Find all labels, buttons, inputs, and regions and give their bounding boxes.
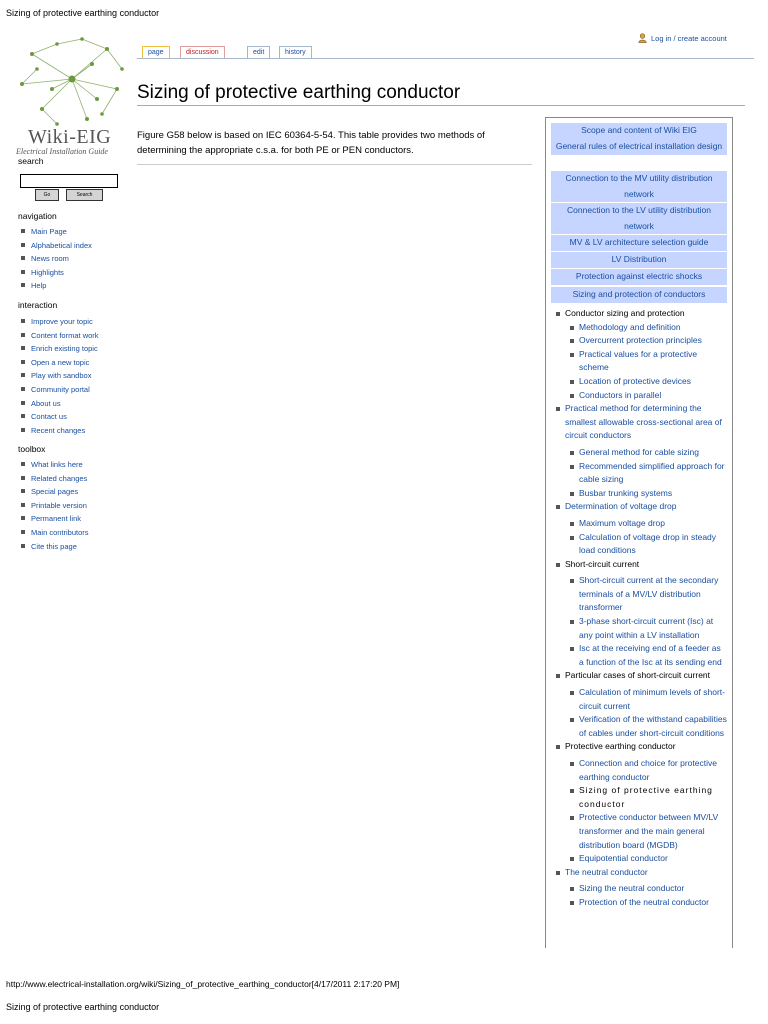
toc-current-page: Sizing of protective earthing conductor (551, 784, 727, 811)
bullet-icon (21, 243, 25, 247)
logo-wordmark: Wiki-EIG (28, 126, 112, 148)
tab-edit[interactable]: edit (247, 46, 270, 58)
toc-link[interactable]: Protective conductor between MV/LV transformer and the main general distribution board (MGDB) (551, 811, 727, 852)
toc-link[interactable]: Recommended simplified approach for cable sizing (551, 460, 727, 487)
toc-category[interactable]: Connection to the MV utility distribution network (551, 171, 727, 202)
navigation-heading: navigation (18, 211, 57, 221)
network-graph-icon (12, 34, 130, 126)
toc-link[interactable]: Sizing the neutral conductor (551, 882, 727, 896)
bullet-icon (21, 401, 25, 405)
search-heading: search (18, 156, 44, 166)
nav-link-help[interactable]: Help (21, 279, 92, 293)
toc-category[interactable]: Connection to the LV utility distribution network (551, 203, 727, 234)
toc-category[interactable]: Scope and content of Wiki EIG (551, 123, 727, 139)
bullet-icon (21, 270, 25, 274)
toolbox-link-printable-version[interactable]: Printable version (21, 499, 89, 513)
logo-tagline: Electrical Installation Guide (16, 147, 108, 156)
toc-category[interactable]: General rules of electrical installation design (551, 139, 727, 155)
toc-link[interactable]: Connection and choice for protective earthing conductor (551, 757, 727, 784)
bullet-icon (21, 373, 25, 377)
interaction-link-enrich-topic[interactable]: Enrich existing topic (21, 342, 99, 356)
page-title: Sizing of protective earthing conductor (137, 82, 461, 103)
bullet-icon (21, 229, 25, 233)
nav-link-highlights[interactable]: Highlights (21, 266, 92, 280)
toc-category[interactable]: MV & LV architecture selection guide (551, 235, 727, 251)
bullet-icon (21, 414, 25, 418)
toc-section[interactable]: Determination of voltage drop (551, 500, 727, 514)
bullet-icon (21, 462, 25, 466)
interaction-link-contact-us[interactable]: Contact us (21, 410, 99, 424)
interaction-link-content-format[interactable]: Content format work (21, 329, 99, 343)
toolbox-link-cite-this-page[interactable]: Cite this page (21, 540, 89, 554)
toc-category-active[interactable]: Sizing and protection of conductors (551, 287, 727, 303)
tab-history[interactable]: history (279, 46, 312, 58)
toc-link[interactable]: Verification of the withstand capabilities of cables under short-circuit conditions (551, 713, 727, 740)
navigation-list (21, 225, 92, 293)
bullet-icon (21, 387, 25, 391)
toolbox-link-main-contributors[interactable]: Main contributors (21, 526, 89, 540)
toc-link[interactable]: Conductors in parallel (551, 389, 727, 403)
bullet-icon (21, 283, 25, 287)
toc-category[interactable]: LV Distribution (551, 252, 727, 268)
toc-link[interactable]: Methodology and definition (551, 321, 727, 335)
toc-section[interactable]: Practical method for determining the smallest allowable cross-sectional area of circuit conductors (551, 402, 727, 443)
user-icon (638, 33, 647, 43)
toc-section: Short-circuit current (551, 558, 727, 572)
bullet-icon (21, 503, 25, 507)
bullet-icon (21, 319, 25, 323)
toolbox-link-what-links-here[interactable]: What links here (21, 458, 89, 472)
toolbox-link-special-pages[interactable]: Special pages (21, 485, 89, 499)
bullet-icon (21, 346, 25, 350)
interaction-link-about-us[interactable]: About us (21, 397, 99, 411)
toc-link[interactable]: Practical values for a protective scheme (551, 348, 727, 375)
toc-link[interactable]: Isc at the receiving end of a feeder as a function of the Isc at its sending end (551, 642, 727, 669)
toc-link[interactable]: Location of protective devices (551, 375, 727, 389)
tab-page[interactable]: page (142, 46, 170, 58)
interaction-heading: interaction (18, 300, 58, 310)
nav-link-main-page[interactable]: Main Page (21, 225, 92, 239)
toc-section: Conductor sizing and protection (551, 307, 727, 321)
nav-link-news-room[interactable]: News room (21, 252, 92, 266)
interaction-link-sandbox[interactable]: Play with sandbox (21, 369, 99, 383)
tab-discussion[interactable]: discussion (180, 46, 225, 58)
content-divider (137, 164, 532, 165)
bullet-icon (21, 333, 25, 337)
toc-link[interactable]: Calculation of minimum levels of short-circuit current (551, 686, 727, 713)
bullet-icon (21, 516, 25, 520)
interaction-link-recent-changes[interactable]: Recent changes (21, 424, 99, 438)
toc-link[interactable]: Busbar trunking systems (551, 487, 727, 501)
toc-section: Particular cases of short-circuit current (551, 669, 727, 683)
bullet-icon (21, 360, 25, 364)
toolbox-heading: toolbox (18, 444, 46, 454)
intro-paragraph: Figure G58 below is based on IEC 60364-5-54. This table provides two methods of determining the appropriate c.s.a. for both PE or PEN conductors. (137, 130, 485, 156)
interaction-link-community-portal[interactable]: Community portal (21, 383, 99, 397)
print-header-title: Sizing of protective earthing conductor (6, 8, 160, 18)
toc-section[interactable]: The neutral conductor (551, 866, 727, 880)
bullet-icon (21, 256, 25, 260)
login-link[interactable] (638, 34, 727, 44)
toc-link[interactable]: Short-circuit current at the secondary terminals of a MV/LV distribution transformer (551, 574, 727, 615)
bullet-icon (21, 530, 25, 534)
toolbox-list (21, 458, 89, 553)
print-url: http://www.electrical-installation.org/wiki/Sizing_of_protective_earthing_conductor[4/17/2011 2:17:20 PM] (6, 979, 400, 989)
login-label: Log in / create account (651, 34, 727, 43)
toc-link[interactable]: Calculation of voltage drop in steady load conditions (551, 531, 727, 558)
toc-link[interactable]: Protection of the neutral conductor (551, 896, 727, 910)
interaction-list (21, 315, 99, 437)
bullet-icon (21, 476, 25, 480)
bullet-icon (21, 489, 25, 493)
search-button[interactable]: Search (66, 189, 103, 201)
toc-link[interactable]: General method for cable sizing (551, 446, 727, 460)
tab-divider (137, 58, 754, 59)
print-footer-title: Sizing of protective earthing conductor (6, 1002, 160, 1012)
search-input[interactable] (20, 174, 118, 188)
go-button[interactable]: Go (35, 189, 59, 201)
table-of-contents (545, 117, 733, 948)
interaction-link-new-topic[interactable]: Open a new topic (21, 356, 99, 370)
toc-category[interactable]: Protection against electric shocks (551, 269, 727, 285)
title-divider (137, 105, 745, 106)
toolbox-link-permanent-link[interactable]: Permanent link (21, 512, 89, 526)
toc-link[interactable]: Equipotential conductor (551, 852, 727, 866)
toolbox-link-related-changes[interactable]: Related changes (21, 472, 89, 486)
bullet-icon (21, 544, 25, 548)
bullet-icon (21, 428, 25, 432)
site-logo[interactable] (12, 34, 130, 156)
toc-link[interactable]: Overcurrent protection principles (551, 334, 727, 348)
toc-link[interactable]: 3-phase short-circuit current (Isc) at any point within a LV installation (551, 615, 727, 642)
interaction-link-improve-topic[interactable]: Improve your topic (21, 315, 99, 329)
toc-link[interactable]: Maximum voltage drop (551, 517, 727, 531)
toc-section: Protective earthing conductor (551, 740, 727, 754)
nav-link-alphabetical-index[interactable]: Alphabetical index (21, 239, 92, 253)
toc-tree (551, 307, 727, 910)
